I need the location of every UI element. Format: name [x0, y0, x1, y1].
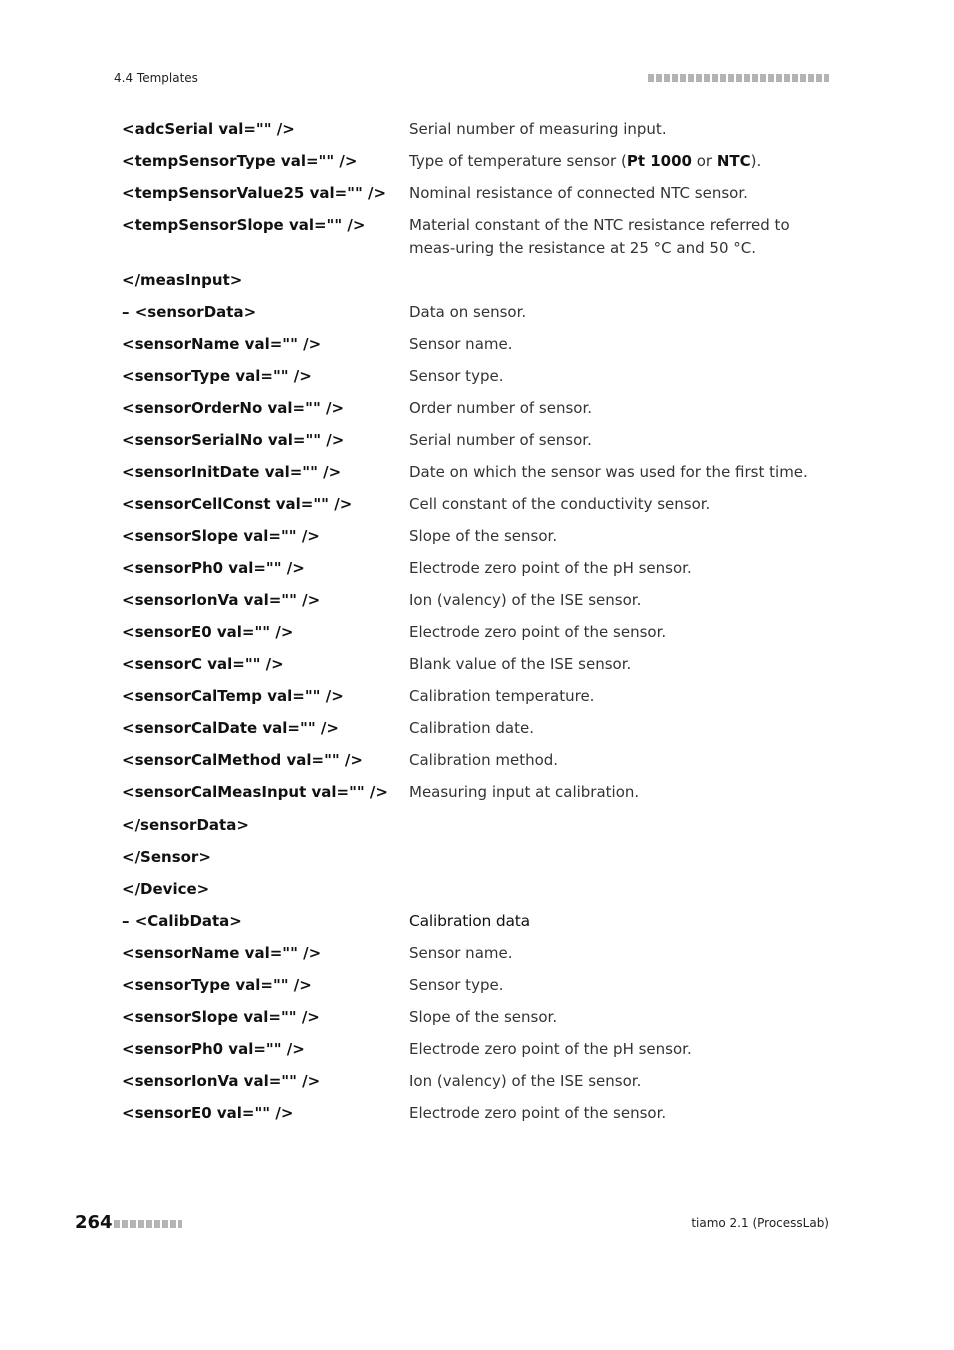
tag-description: Ion (valency) of the ISE sensor. — [409, 1072, 642, 1090]
tag-description: Order number of sensor. — [409, 399, 593, 417]
tag-description: Data on sensor. — [409, 303, 527, 321]
xml-tag: </Device> — [122, 880, 210, 898]
xml-tag: <sensorName val="" /> — [122, 944, 322, 962]
tag-description: Calibration data — [409, 912, 530, 930]
xml-tag: <tempSensorSlope val="" /> — [122, 216, 366, 234]
xml-tag: <sensorIonVa val="" /> — [122, 1072, 321, 1090]
tag-description: Calibration temperature. — [409, 687, 595, 705]
tag-description: Sensor type. — [409, 976, 504, 994]
xml-tag: </Sensor> — [122, 848, 211, 866]
tag-description: Sensor name. — [409, 335, 513, 353]
xml-tag: <sensorSlope val="" /> — [122, 1008, 320, 1026]
xml-tag: <sensorPh0 val="" /> — [122, 559, 305, 577]
xml-tag: – <CalibData> — [122, 912, 242, 930]
xml-tag: <sensorCalTemp val="" /> — [122, 687, 344, 705]
xml-tag: <sensorCalMeasInput val="" /> — [122, 783, 388, 801]
tag-description: Electrode zero point of the pH sensor. — [409, 559, 692, 577]
xml-tag: <sensorC val="" /> — [122, 655, 284, 673]
tag-description: Measuring input at calibration. — [409, 783, 640, 801]
xml-tag: <sensorOrderNo val="" /> — [122, 399, 345, 417]
description-text: ). — [750, 152, 762, 170]
tag-description: Sensor type. — [409, 367, 504, 385]
xml-tag: <sensorInitDate val="" /> — [122, 463, 342, 481]
xml-tag: <sensorType val="" /> — [122, 367, 312, 385]
tag-description: Serial number of measuring input. — [409, 120, 667, 138]
xml-tag: <tempSensorType val="" /> — [122, 152, 358, 170]
xml-tag: <sensorIonVa val="" /> — [122, 591, 321, 609]
section-title: 4.4 Templates — [114, 71, 198, 85]
xml-tag: <sensorSerialNo val="" /> — [122, 431, 345, 449]
description-text: or — [691, 152, 717, 170]
tag-description: Serial number of sensor. — [409, 431, 592, 449]
xml-tag: <sensorPh0 val="" /> — [122, 1040, 305, 1058]
tag-description: Ion (valency) of the ISE sensor. — [409, 591, 642, 609]
xml-tag: <sensorSlope val="" /> — [122, 527, 320, 545]
product-name: tiamo 2.1 (ProcessLab) — [691, 1216, 829, 1230]
tag-description — [409, 150, 829, 173]
xml-tag: <sensorType val="" /> — [122, 976, 312, 994]
tag-description: Material constant of the NTC resistance referred to meas-uring the resistance at 25 °C and 50 °C. — [409, 216, 790, 257]
description-text: Type of temperature sensor ( — [409, 152, 627, 170]
xml-tag: <sensorCalDate val="" /> — [122, 719, 339, 737]
header-decoration — [648, 74, 829, 82]
xml-tag: </measInput> — [122, 271, 243, 289]
xml-tag: </sensorData> — [122, 816, 249, 834]
tag-description: Slope of the sensor. — [409, 527, 558, 545]
xml-tag: <sensorE0 val="" /> — [122, 1104, 294, 1122]
footer-decoration — [114, 1220, 182, 1228]
tag-description: Date on which the sensor was used for the first time. — [409, 463, 808, 481]
tag-description: Cell constant of the conductivity sensor. — [409, 495, 711, 513]
tag-description: Blank value of the ISE sensor. — [409, 655, 632, 673]
xml-tag: – <sensorData> — [122, 303, 257, 321]
tag-description: Sensor name. — [409, 944, 513, 962]
sensor-type-value: NTC — [716, 152, 751, 170]
tag-description: Slope of the sensor. — [409, 1008, 558, 1026]
xml-tag: <sensorCalMethod val="" /> — [122, 751, 363, 769]
tag-description: Electrode zero point of the sensor. — [409, 623, 667, 641]
tag-description: Electrode zero point of the sensor. — [409, 1104, 667, 1122]
xml-tag: <sensorE0 val="" /> — [122, 623, 294, 641]
xml-tag: <tempSensorValue25 val="" /> — [122, 184, 387, 202]
page-number: 264 — [75, 1212, 113, 1233]
xml-tag: <sensorCellConst val="" /> — [122, 495, 353, 513]
tag-description: Calibration method. — [409, 751, 559, 769]
tag-description: Nominal resistance of connected NTC sensor. — [409, 184, 748, 202]
tag-description: Calibration date. — [409, 719, 534, 737]
xml-tag: <adcSerial val="" /> — [122, 120, 295, 138]
sensor-type-value: Pt 1000 — [626, 152, 692, 170]
xml-tag: <sensorName val="" /> — [122, 335, 322, 353]
tag-description: Electrode zero point of the pH sensor. — [409, 1040, 692, 1058]
